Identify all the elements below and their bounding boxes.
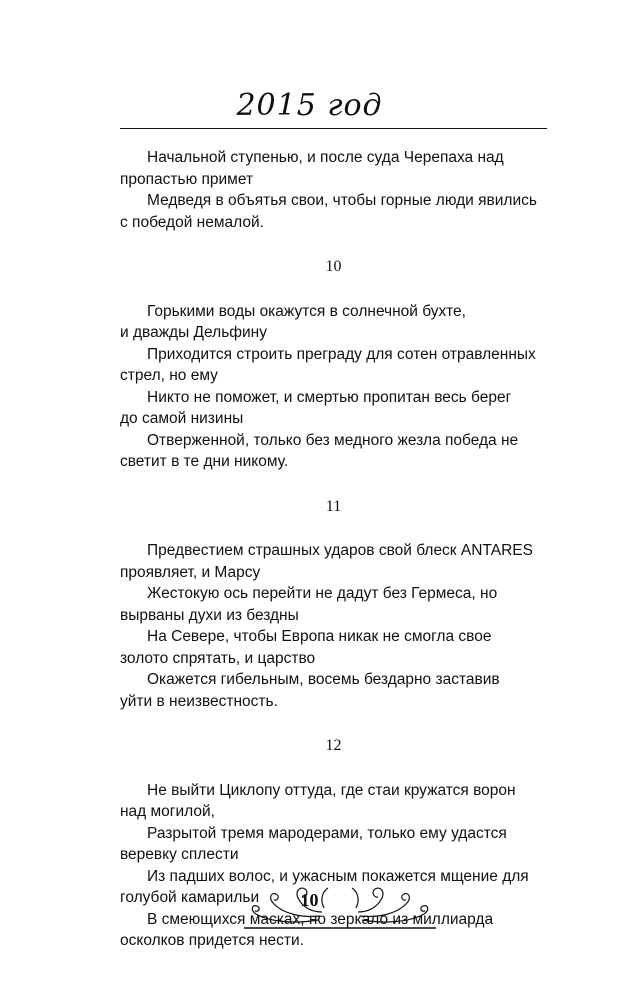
line-second-part: пропастью примет: [120, 170, 254, 188]
poem-line: [120, 301, 547, 344]
stanza: [120, 540, 547, 712]
line-second-part: вырваны духи из бездны: [120, 606, 299, 624]
poem-line: [120, 190, 547, 233]
line-second-part: осколков придется нести.: [120, 932, 304, 949]
poem-line: [120, 540, 547, 583]
header-divider: [120, 128, 547, 129]
line-first-part: Не выйти Циклопу оттуда, где стаи кружатся ворон: [147, 781, 516, 799]
line-second-part: светит в те дни никому.: [120, 453, 289, 470]
stanza-number: 12: [325, 737, 342, 754]
poem-line: [120, 344, 547, 387]
line-second-part: проявляет, и Марсу: [120, 563, 261, 581]
poem-line: [120, 387, 547, 430]
page-header-title: 2015 год: [236, 88, 383, 123]
line-first-part: На Севере, чтобы Европа никак не смогла свое: [147, 628, 492, 645]
line-first-part: Окажется гибельным, восемь бездарно заставив: [147, 671, 500, 688]
line-first-part: Никто не поможет, и смертью пропитан весь берег: [147, 388, 512, 406]
line-first-part: Медведя в объятья свои, чтобы горные люди явились: [147, 192, 537, 209]
page-number: 10: [300, 890, 319, 910]
line-second-part: голубой камарильи: [120, 889, 260, 906]
line-first-part: В смеющихся масках, но зеркало из миллиарда: [147, 910, 494, 928]
poem-line: [120, 430, 547, 473]
line-first-part: Отверженной, только без медного жезла победа не: [147, 431, 519, 449]
line-second-part: до самой низины: [120, 410, 244, 427]
line-first-part: Приходится строить преграду для сотен отравленных: [147, 345, 536, 363]
stanza-number: 10: [325, 258, 342, 275]
line-second-part: стрел, но ему: [120, 367, 218, 384]
stanza-number: 11: [325, 497, 342, 515]
poem-line: [120, 823, 547, 866]
line-first-part: Предвестием страшных ударов свой блеск ANTARES: [147, 542, 533, 559]
poem-line: [120, 669, 547, 712]
stanza-continuation: [120, 147, 547, 233]
poem-line: [120, 147, 547, 190]
poem-body: [120, 147, 547, 952]
poem-line: [120, 583, 547, 626]
line-second-part: над могилой,: [120, 803, 215, 820]
line-second-part: с победой немалой.: [120, 213, 264, 231]
line-first-part: Разрытой тремя мародерами, только ему удастся: [147, 824, 507, 842]
line-first-part: Из падших волос, и ужасным покажется мщение для: [147, 867, 529, 885]
poem-line: [120, 626, 547, 669]
line-first-part: Жестокую ось перейти не дадут без Гермеса, но: [147, 585, 498, 602]
line-second-part: уйти в неизвестность.: [120, 692, 278, 710]
line-first-part: Начальной ступенью, и после суда Черепаха над: [147, 149, 504, 166]
line-first-part: Горькими воды окажутся в солнечной бухте,: [147, 302, 466, 320]
line-second-part: золото спрятать, и царство: [120, 649, 316, 667]
stanza: [120, 301, 547, 473]
line-second-part: веревку сплести: [120, 846, 239, 863]
line-second-part: и дважды Дельфину: [120, 324, 267, 341]
poem-line: [120, 780, 547, 823]
